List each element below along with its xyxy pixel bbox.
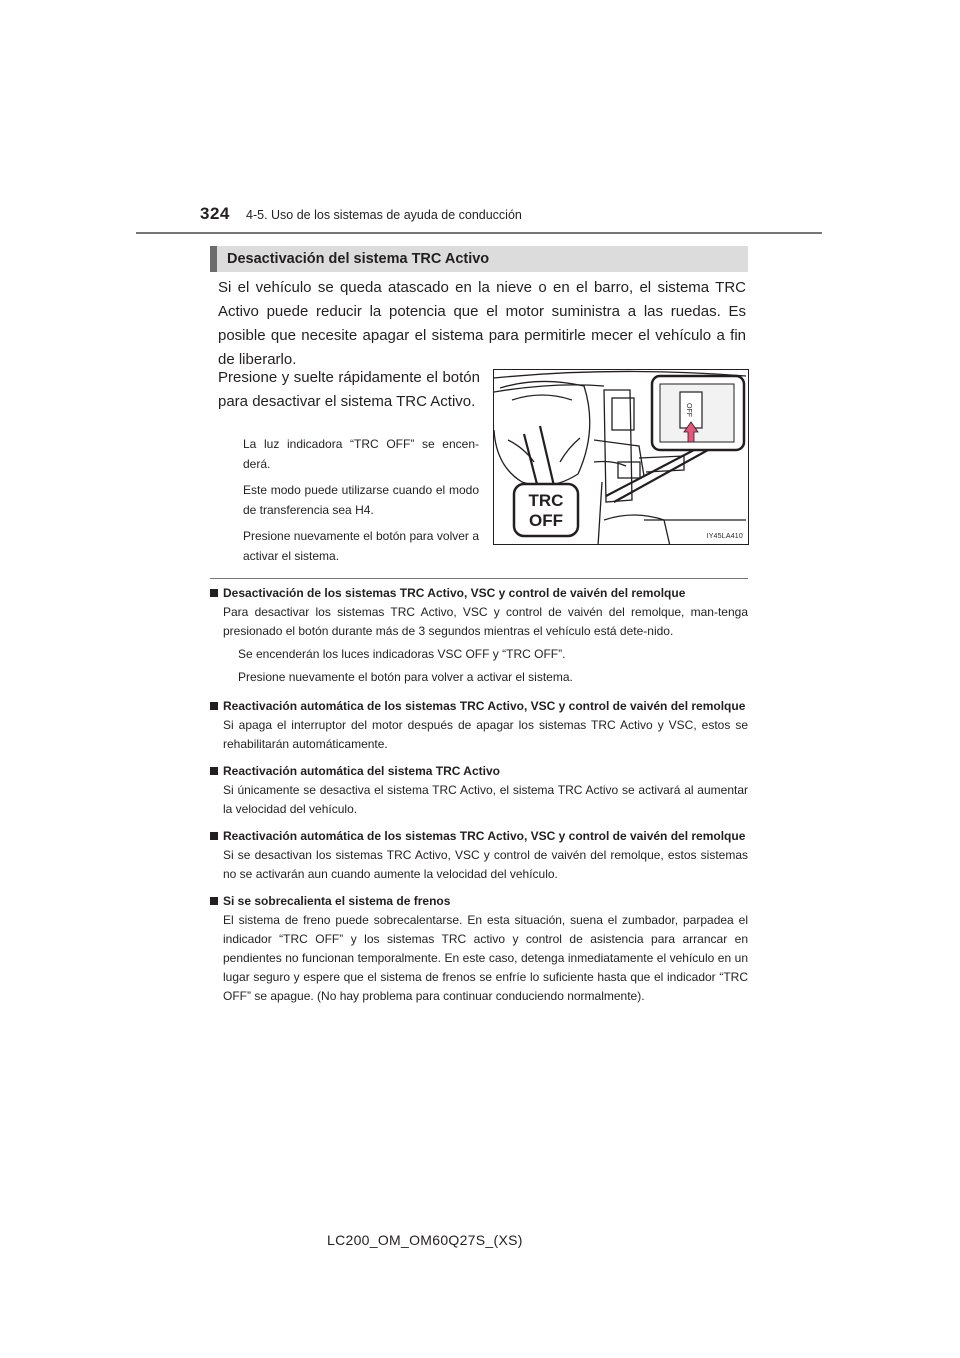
info-title: Si se sobrecalienta el sistema de frenos [210, 892, 748, 911]
figure-code: IY45LA410 [706, 533, 743, 540]
info-item [210, 892, 748, 1006]
info-title: Reactivación automática de los sistemas TRC Activo, VSC y control de vaivén del remolque [210, 697, 748, 716]
trc-button-label-1: TRC [528, 491, 564, 510]
info-item [210, 697, 748, 754]
square-bullet-icon [210, 589, 218, 597]
info-notes [210, 584, 748, 1014]
steering-wheel-inner [512, 395, 572, 400]
note-indicator: La luz indicadora “TRC OFF” se encen-derá. [243, 437, 479, 471]
dashboard-edge [594, 440, 644, 476]
info-title: Desactivación de los sistemas TRC Activo, VSC y control de vaivén del remolque [210, 584, 748, 603]
info-body: Si únicamente se desactiva el sistema TRC Activo, el sistema TRC Activo se activará al aumentar la velocidad del vehículo. [223, 783, 748, 816]
info-body: Si se desactivan los sistemas TRC Activo, VSC y control de vaivén del remolque, estos sistemas no se activarán aun cuando aumente la velocidad del vehículo. [223, 848, 748, 881]
trc-switch-glyph: OFF [685, 403, 692, 417]
info-item [210, 584, 748, 689]
step-instruction: Presione y suelte rápidamente el botón para desactivar el sistema TRC Activo. [218, 369, 480, 410]
dashboard-illustration [494, 370, 749, 545]
info-title: Reactivación automática de los sistemas TRC Activo, VSC y control de vaivén del remolque [210, 827, 748, 846]
dashboard-figure [493, 369, 749, 545]
dash-top-line [494, 385, 604, 392]
page-number: 324 [200, 204, 230, 223]
intro-paragraph: Si el vehículo se queda atascado en la nieve o en el barro, el sistema TRC Activo puede reducir la potencia que el motor suministra a las ruedas. Es posible que necesite apagar el sistema para permitirle mecer el vehículo a fin de liberarlo. [218, 279, 746, 368]
section-heading: Desactivación del sistema TRC Activo [210, 246, 748, 272]
steering-spoke-right [560, 438, 580, 462]
square-bullet-icon [210, 897, 218, 905]
note-transfer-mode: Este modo puede utilizarse cuando el modo de transferencia sea H4. [243, 483, 479, 517]
step-notes [243, 434, 479, 572]
info-item [210, 827, 748, 884]
square-bullet-icon [210, 767, 218, 775]
info-sub: Presione nuevamente el botón para volver a activar el sistema. [238, 670, 573, 684]
info-sub: Se encenderán los luces indicadoras VSC OFF y “TRC OFF”. [238, 647, 566, 661]
note-reactivate: Presione nuevamente el botón para volver a activar el sistema. [243, 529, 479, 563]
chapter-title: 4-5. Uso de los sistemas de ayuda de conducción [246, 208, 522, 222]
square-bullet-icon [210, 832, 218, 840]
info-body: Si apaga el interruptor del motor después de apagar los sistemas TRC Activo y VSC, estos se rehabilitarán automáticamente. [223, 718, 748, 751]
info-item [210, 762, 748, 819]
footer-code: LC200_OM_OM60Q27S_(XS) [327, 1232, 523, 1248]
notes-rule [210, 578, 748, 579]
header-rule [136, 232, 822, 234]
square-bullet-icon [210, 702, 218, 710]
info-body: El sistema de freno puede sobrecalentarse. En esta situación, suena el zumbador, parpadea el indicador “TRC OFF” y los sistemas TRC activo y control de asistencia para arrancar en pendientes no funcionan temporalmente. En este caso, detenga inmediatamente el vehículo en un lugar seguro y espere que el sistema de frenos se enfríe lo suficiente hasta que el indicador “TRC OFF” se apague. (No hay problema para continuar conduciendo normalmente). [223, 913, 748, 1003]
info-title: Reactivación automática del sistema TRC Activo [210, 762, 748, 781]
trc-button-label-2: OFF [529, 511, 563, 530]
info-body: Para desactivar los sistemas TRC Activo, VSC y control de vaivén del remolque, man-tenga presionado el botón durante más de 3 segundos mientras el vehículo está dete-nido. [223, 605, 748, 638]
console-outline [598, 482, 602, 545]
